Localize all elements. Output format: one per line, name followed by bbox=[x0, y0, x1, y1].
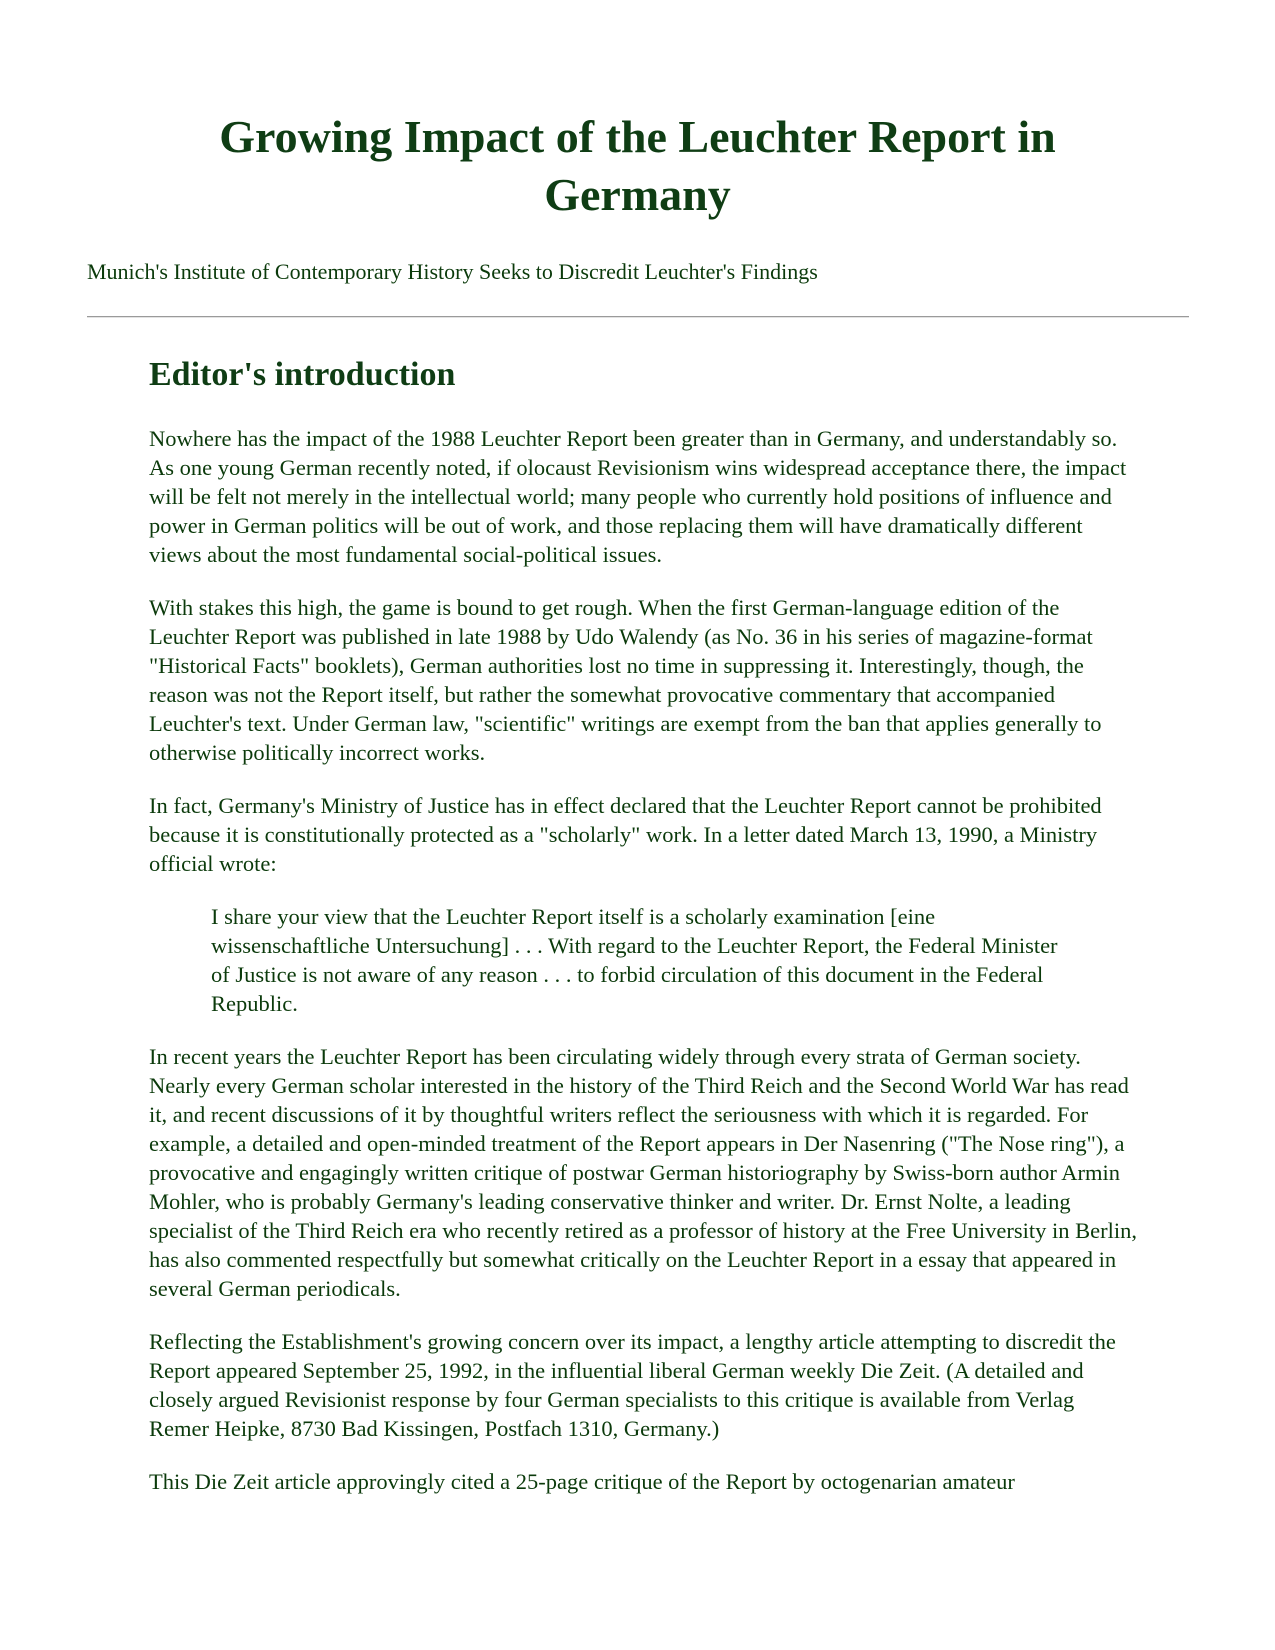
paragraph-1: Nowhere has the impact of the 1988 Leuchter Report been greater than in Germany, and understandably so. As one young German recently noted, if olocaust Revisionism wins widespread acceptance there, the impact will be felt not merely in the intellectual world; many people who currently hold positions of influence and power in German politics will be out of work, and those replacing them will have dramatically different views about the most fundamental social-political issues. bbox=[149, 426, 1127, 567]
paragraph-4: In recent years the Leuchter Report has been circulating widely through every strata of German society. Nearly every German scholar interested in the history of the Third Reich and the Second World War has read it, and recent discussions of it by thoughtful writers reflect the seriousness with which it is regarded. For example, a detailed and open-minded treatment of the Report appears in Der Nasenring ("The Nose ring"), a provocative and engagingly written critique of postwar German historiography by Swiss-born author Armin Mohler, who is probably Germany's leading conservative thinker and writer. Dr. Ernst Nolte, a leading specialist of the Third Reich era who recently retired as a professor of history at the Free University in Berlin, has also commented respectfully but somewhat critically on the Leuchter Report in a essay that appeared in several German periodicals. bbox=[149, 1044, 1138, 1301]
page-title: Growing Impact of the Leuchter Report in Germany bbox=[219, 111, 1056, 220]
paragraph-5: Reflecting the Establishment's growing concern over its impact, a lengthy article attempting to discredit the Report appeared September 25, 1992, in the influential liberal German weekly Die Zeit. (A detailed and closely argued Revisionist response by four German specialists to this critique is available from Verlag Remer Heipke, 8730 Bad Kissingen, Postfach 1310, Germany.) bbox=[149, 1329, 1116, 1441]
paragraph-6: This Die Zeit article approvingly cited a 25-page critique of the Report by octogenarian amateur bbox=[149, 1469, 1015, 1494]
page-subtitle: Munich's Institute of Contemporary History Seeks to Discredit Leuchter's Findings bbox=[87, 259, 818, 284]
blockquote-ministry-letter: I share your view that the Leuchter Report itself is a scholarly examination [eine wissenschaftliche Untersuchung] . . . With regard to the Leuchter Report, the Federal Minister of Justice is not aware of any reason . . . to forbid circulation of this document in the Federal Republic. bbox=[211, 904, 1058, 1016]
paragraph-2: With stakes this high, the game is bound to get rough. When the first German-language edition of the Leuchter Report was published in late 1988 by Udo Walendy (as No. 36 in his series of magazine-format "Historical Facts" booklets), German authorities lost no time in suppressing it. Interestingly, though, the reason was not the Report itself, but rather the somewhat provocative commentary that accompanied Leuchter's text. Under German law, "scientific" writings are exempt from the ban that applies generally to otherwise politically incorrect works. bbox=[149, 595, 1102, 765]
horizontal-divider bbox=[87, 316, 1189, 318]
paragraph-3: In fact, Germany's Ministry of Justice has in effect declared that the Leuchter Report cannot be prohibited because it is constitutionally protected as a "scholarly" work. In a letter dated March 13, 1990, a Ministry official wrote: bbox=[149, 793, 1102, 876]
section-heading: Editor's introduction bbox=[149, 356, 456, 393]
article-body bbox=[149, 424, 1139, 1520]
